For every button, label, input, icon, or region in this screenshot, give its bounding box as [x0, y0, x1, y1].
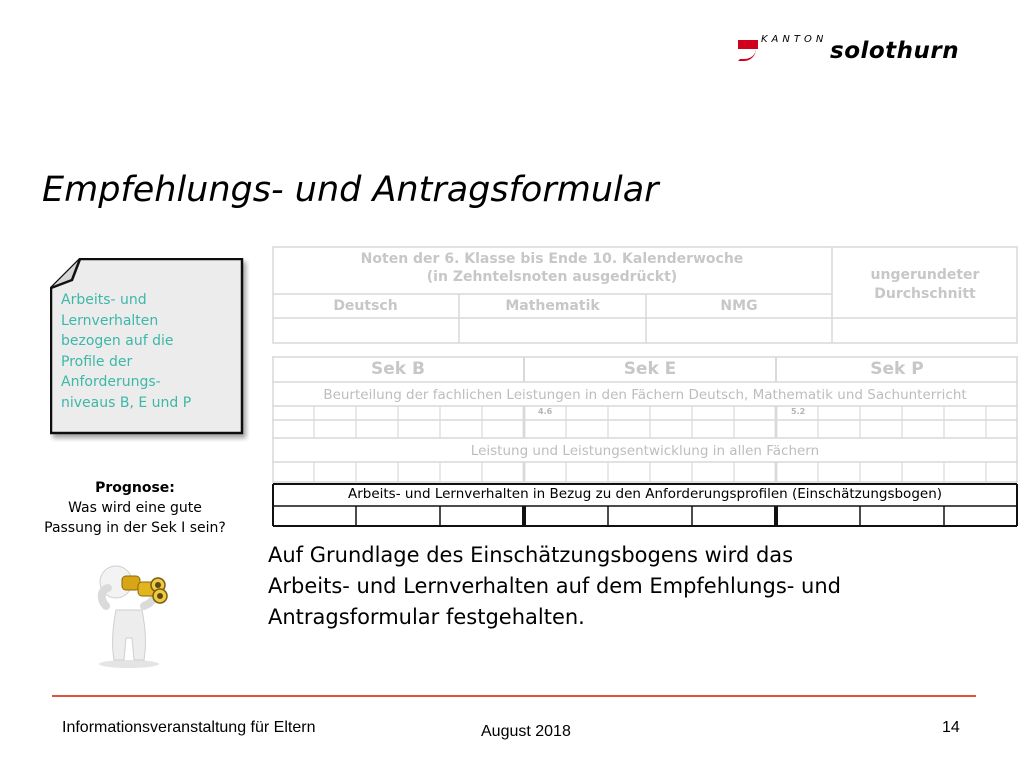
- summary-text: [268, 540, 988, 633]
- logo-hook-icon: [738, 49, 756, 61]
- kanton-solothurn-logo: [736, 34, 986, 70]
- footer-page-number: 14: [942, 719, 960, 736]
- grades-form: [272, 246, 1018, 344]
- level-sek-b: Sek B: [371, 359, 425, 379]
- row-development-label: Leistung und Leistungsentwicklung in allen Fächern: [470, 443, 820, 459]
- summary-line: Antragsformular festgehalten.: [268, 605, 585, 629]
- sticky-note: [50, 258, 243, 434]
- marker-e: 4.6: [538, 407, 553, 416]
- note-line: Arbeits- und: [61, 292, 147, 308]
- note-line: Profile der: [61, 353, 133, 370]
- footer-divider: [52, 695, 976, 697]
- row-behaviour-label: Arbeits- und Lernverhalten in Bezug zu den Anforderungsprofilen (Einschätzungsbogen): [347, 486, 943, 502]
- prognose-box: [40, 478, 230, 538]
- note-line: Lernverhalten: [61, 312, 159, 329]
- average-header: [832, 266, 1018, 304]
- summary-line: Arbeits- und Lernverhalten auf dem Empfehlungs- und: [268, 574, 841, 598]
- note-line: Anforderungs-: [61, 374, 161, 390]
- note-line: niveaus B, E und P: [61, 394, 192, 411]
- subject-deutsch: Deutsch: [333, 298, 398, 314]
- marker-p: 5.2: [791, 407, 806, 416]
- levels-form-grid: [272, 356, 1018, 528]
- summary-line: Auf Grundlage des Einschätzungsbogens wird das: [268, 543, 794, 567]
- prognose-heading: Prognose:: [95, 480, 175, 496]
- prognose-text: Was wird eine gute Passung in der Sek I sein?: [44, 500, 226, 536]
- logo-kanton-text: KANTON: [761, 34, 828, 45]
- logo-flag-icon: [738, 40, 758, 49]
- level-sek-e: Sek E: [623, 359, 677, 379]
- row-assessment-label: Beurteilung der fachlichen Leistungen in den Fächern Deutsch, Mathematik und Sachunterricht: [323, 387, 967, 403]
- subject-mathematik: Mathematik: [505, 298, 600, 314]
- binoculars-figure-icon: [86, 560, 172, 668]
- note-line: bezogen auf die: [61, 333, 174, 349]
- subject-nmg: NMG: [720, 298, 758, 314]
- logo-name-text: solothurn: [830, 38, 960, 64]
- average-header-line2: Durchschnitt: [874, 286, 976, 302]
- page-title: Empfehlungs- und Antragsformular: [42, 170, 659, 210]
- footer-date: August 2018: [481, 723, 571, 740]
- levels-form: [272, 356, 1018, 528]
- footer-event-title: Informationsveranstaltung für Eltern: [62, 719, 316, 736]
- grades-header-line2: (in Zehntelsnoten ausgedrückt): [426, 269, 678, 285]
- average-header-line1: ungerundeter: [870, 267, 980, 283]
- grades-header-line1: Noten der 6. Klasse bis Ende 10. Kalenderwoche: [360, 251, 744, 267]
- grades-header: [272, 250, 832, 286]
- note-text: [61, 290, 236, 413]
- level-sek-p: Sek P: [870, 359, 924, 379]
